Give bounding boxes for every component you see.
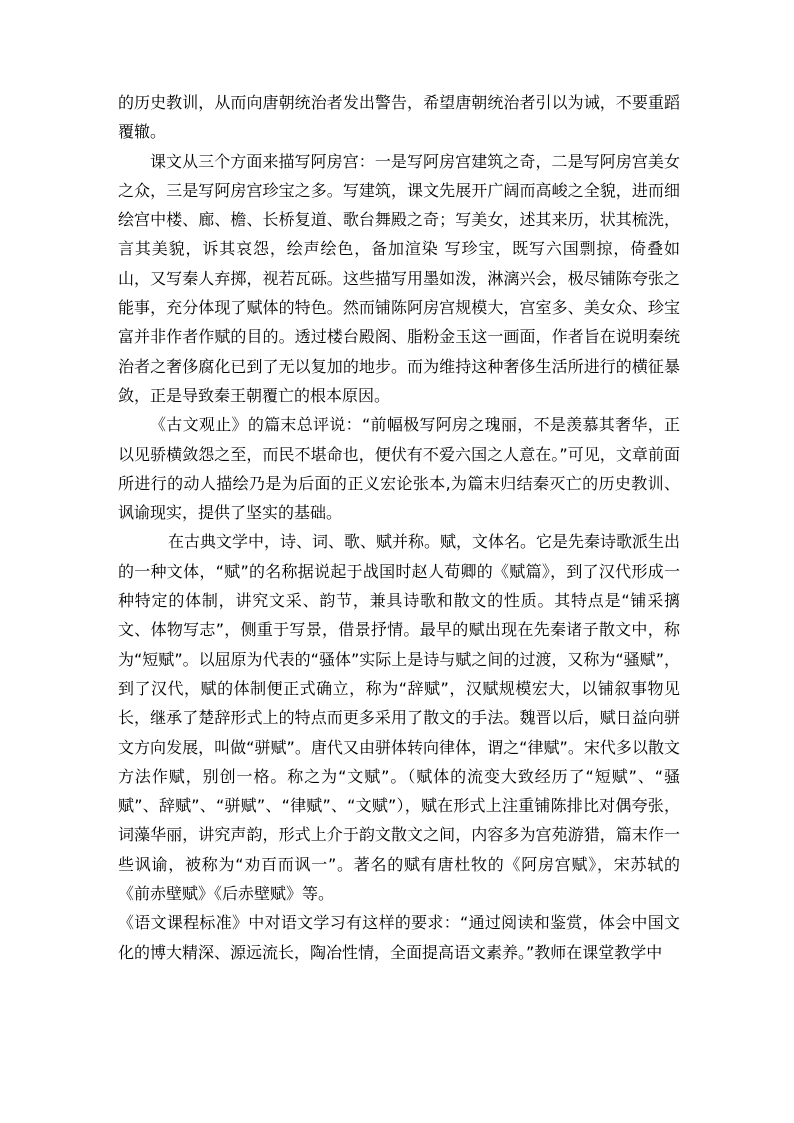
paragraph-fu-genre: 在古典文学中，诗、词、歌、赋并称。赋，文体名。它是先秦诗歌派生出的一种文体，“赋”的名称据说起于战国时赵人荀卿的《赋篇》，到了汉代形成一种特定的体制，讲究文采、韵节，兼具诗歌和散文的性质。其特点是“铺采摛文、体物写志”，侧重于写景，借景抒情。最早的赋出现在先秦诸子散文中，称为“短赋”。以屈原为代表的“骚体”实际上是诗与赋之间的过渡，又称为“骚赋”，到了汉代，赋的体制便正式确立，称为“辞赋”，汉赋规模宏大，以铺叙事物见长，继承了楚辞形式上的特点而更多采用了散文的手法。魏晋以后，赋日益向骈文方向发展，叫做“骈赋”。唐代又由骈体转向律体，谓之“律赋”。宋代多以散文方法作赋，别创一格。称之为“文赋”。（赋体的流变大致经历了“短赋”、“骚赋”、辞赋”、“骈赋”、“律赋”、“文赋”），赋在形式上注重铺陈排比对偶夸张，词藻华丽，讲究声韵，形式上介于韵文散文之间，内容多为宫苑游猎，篇末作一些讽谕，被称为“劝百而讽一”。著名的赋有唐杜牧的《阿房宫赋》，宋苏轼的《前赤壁赋》《后赤壁赋》等。 [118,532,681,904]
document-page [118,88,680,967]
paragraph-three-aspects: 课文从三个方面来描写阿房宫：一是写阿房宫建筑之奇，二是写阿房宫美女之众，三是写阿房宫珍宝之多。写建筑，课文先展开广阔而高峻之全貌，进而细绘宫中楼、廊、檐、长桥复道、歌台舞殿之奇；写美女，述其来历，状其梳洗，言其美貌，诉其哀怨，绘声绘色，备加渲染 写珍宝，既写六国剽掠，倚叠如山，又写秦人弃掷，视若瓦砾。这些描写用墨如泼，淋漓兴会，极尽铺陈夸张之能事，充分体现了赋体的特色。然而铺陈阿房宫规模大，宫室多、美女众、珍宝富并非作者作赋的目的。透过楼台殿阁、脂粉金玉这一画面，作者旨在说明秦统治者之奢侈腐化已到了无以复加的地步。而为维持这种奢侈生活所进行的横征暴敛，正是导致秦王朝覆亡的根本原因。 [118,151,680,405]
paragraph-curriculum-standard: 《语文课程标准》中对语文学习有这样的要求：“通过阅读和鉴赏，体会中国文化的博大精深、源远流长，陶冶性情，全面提高语文素养。”教师在课堂教学中 [118,913,680,962]
paragraph-history-lesson: 的历史教训，从而向唐朝统治者发出警告，希望唐朝统治者引以为诫，不要重蹈覆辙。 [118,93,680,142]
paragraph-guwen-guanzhi-comment: 《古文观止》的篇末总评说：“前幅极写阿房之瑰丽，不是羡慕其奢华，正以见骄横敛怨之至，而民不堪命也，便伏有不爱六国之人意在。”可见，文章前面所进行的动人描绘乃是为后面的正义宏论张本,为篇末归结秦灭亡的历史教训、讽谕现实，提供了坚实的基础。 [118,415,680,523]
